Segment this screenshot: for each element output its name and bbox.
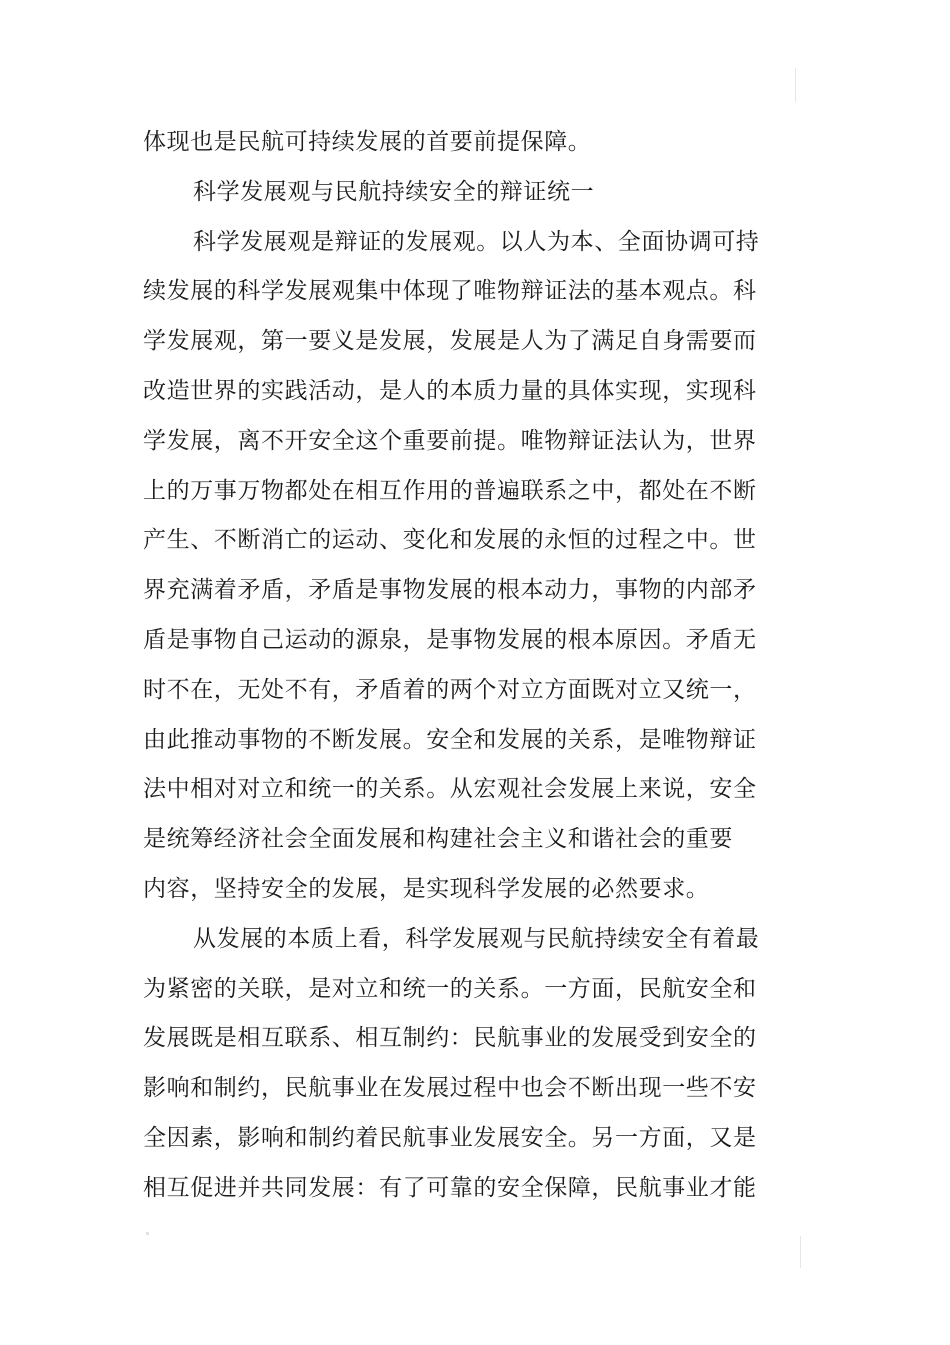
heading-text: 科学发展观与民航持续安全的辩证统一 (193, 178, 595, 205)
paragraph-continuation (143, 118, 747, 168)
text-line: 续发展的科学发展观集中体现了唯物辩证法的基本观点。科 (143, 278, 757, 305)
text-line: 学发展，离不开安全这个重要前提。唯物辩证法认为，世界 (143, 427, 757, 454)
text-line: 从发展的本质上看，科学发展观与民航持续安全有着最 (193, 925, 760, 952)
text-line: 界充满着矛盾，矛盾是事物发展的根本动力，事物的内部矛 (143, 577, 757, 604)
text-line: 体现也是民航可持续发展的首要前提保障。 (143, 129, 592, 155)
text-line: 全因素，影响和制约着民航事业发展安全。另一方面，又是 (143, 1124, 757, 1151)
text-line: 改造世界的实践活动，是人的本质力量的具体实现，实现科 (143, 377, 757, 404)
text-line: 相互促进并共同发展：有了可靠的安全保障，民航事业才能 (143, 1174, 757, 1201)
text-line: 上的万事万物都处在相互作用的普遍联系之中，都处在不断 (143, 477, 757, 504)
text-line: 是统筹经济社会全面发展和构建社会主义和谐社会的重要 (143, 826, 733, 853)
text-line: 法中相对对立和统一的关系。从宏观社会发展上来说，安全 (143, 776, 757, 803)
page-edge-mark-top (795, 68, 796, 102)
text-line: 时不在，无处不有，矛盾着的两个对立方面既对立又统一， (143, 676, 757, 703)
text-line: 科学发展观是辩证的发展观。以人为本、全面协调可持 (193, 228, 760, 255)
text-line: 为紧密的关联，是对立和统一的关系。一方面，民航安全和 (143, 975, 757, 1002)
text-line: 影响和制约，民航事业在发展过程中也会不断出现一些不安 (143, 1075, 757, 1102)
text-line: 盾是事物自己运动的源泉，是事物发展的根本原因。矛盾无 (143, 626, 757, 653)
text-line: 内容，坚持安全的发展，是实现科学发展的必然要求。 (143, 875, 710, 902)
section-heading (143, 168, 747, 218)
page-edge-mark-bottom (800, 1236, 801, 1268)
paragraph-essence (143, 915, 760, 1214)
page-dot-mark (146, 1232, 149, 1235)
paragraph-dialectics (143, 218, 760, 915)
text-line: 产生、不断消亡的运动、变化和发展的永恒的过程之中。世 (143, 527, 757, 554)
document-body (143, 118, 760, 1214)
text-line: 由此推动事物的不断发展。安全和发展的关系，是唯物辩证 (143, 726, 757, 753)
text-line: 学发展观，第一要义是发展，发展是人为了满足自身需要而 (143, 328, 757, 355)
text-line: 发展既是相互联系、相互制约：民航事业的发展受到安全的 (143, 1025, 757, 1052)
